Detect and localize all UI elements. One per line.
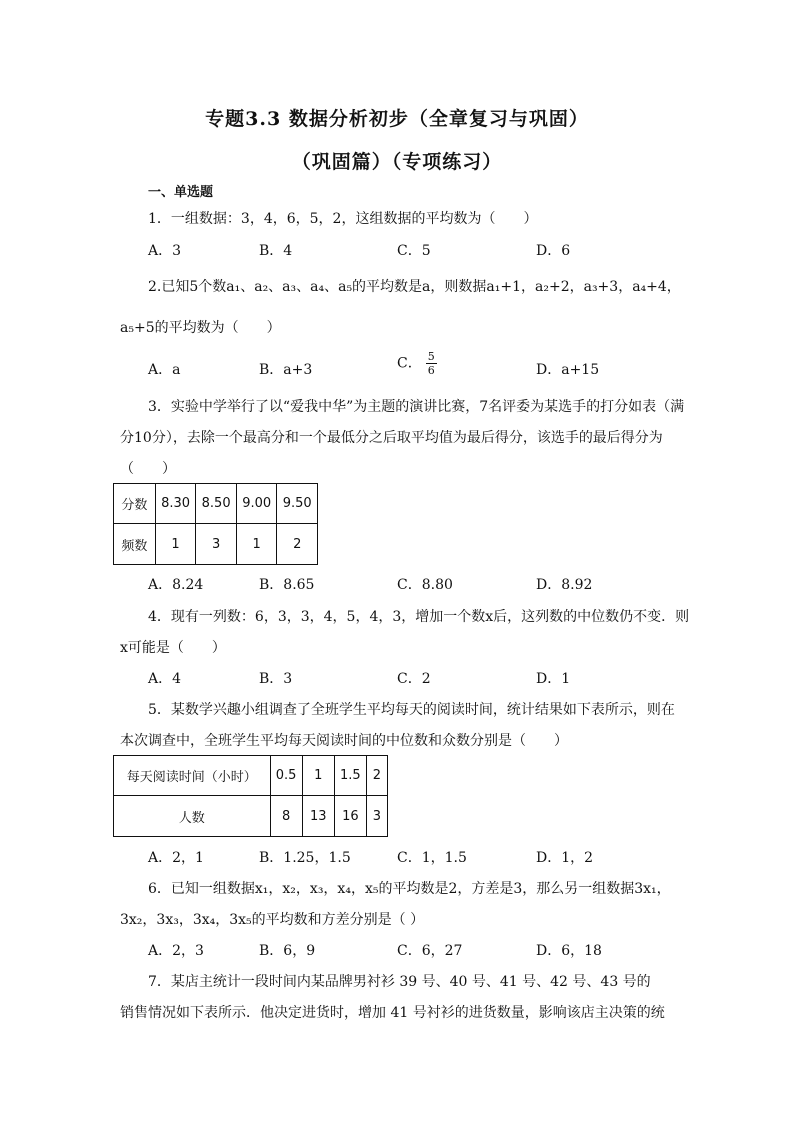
table-cell: 8.30 [155, 484, 196, 524]
q5-reading-table [113, 755, 388, 837]
fraction-denominator: 6 [427, 364, 435, 377]
q2-stem-line1: 2.已知5个数a₁、a₂、a₃、a₄、a₅的平均数是a，则数据a₁+1，a₂+2，a₃+3，a₄+4， [148, 279, 681, 295]
table-cell: 0.5 [270, 756, 302, 796]
q6-stem-line1: 6．已知一组数据x₁，x₂，x₃，x₄，x₅的平均数是2，方差是3，那么另一组数据3x₁， [148, 881, 671, 897]
q6-option-a: A．2，3 [148, 943, 204, 959]
table-cell: 1 [302, 756, 334, 796]
q3-stem-line1: 3．实验中学举行了以“爱我中华”为主题的演讲比赛，7名评委为某选手的打分如表（满 [148, 399, 685, 415]
table-row [114, 756, 388, 796]
q4-stem-line2: x可能是（ ） [120, 640, 226, 656]
q4-option-a: A．4 [148, 671, 182, 687]
q5-option-b: B．1.25，1.5 [259, 850, 351, 866]
q4-option-b: B．3 [259, 671, 293, 687]
table-cell: 2 [277, 524, 318, 565]
q2-option-a: A．a [148, 362, 181, 378]
q2-option-c-label: C． [397, 355, 422, 372]
q7-stem-line2: 销售情况如下表所示．他决定进货时，增加 41 号衬衫的进货数量，影响该店主决策的统 [120, 1005, 665, 1021]
table-cell: 1.5 [334, 756, 366, 796]
q7-stem-line1: 7．某店主统计一段时间内某品牌男衬衫 39 号、40 号、41 号、42 号、43 号的 [148, 974, 651, 990]
q4-stem-line1: 4．现有一列数：6，3，3，4，5，4，3，增加一个数x后，这列数的中位数仍不变．则 [148, 609, 690, 625]
table-row [114, 796, 388, 837]
table-row [114, 524, 318, 565]
table-cell: 8 [270, 796, 302, 837]
q2-option-c [397, 350, 437, 377]
q5-stem-line2: 本次调查中，全班学生平均每天阅读时间的中位数和众数分别是（ ） [120, 733, 568, 749]
q1-option-b: B．4 [259, 243, 293, 259]
page-title: 专题3.3 数据分析初步（全章复习与巩固） [205, 108, 589, 130]
q3-option-b: B．8.65 [259, 577, 315, 593]
q3-option-d: D．8.92 [536, 577, 593, 593]
table-cell: 频数 [114, 524, 156, 565]
q3-stem-line2: 分10分），去除一个最高分和一个最低分之后取平均值为最后得分，该选手的最后得分为 [120, 430, 663, 446]
table-cell: 16 [334, 796, 366, 837]
table-cell: 9.50 [277, 484, 318, 524]
q4-option-c: C．2 [397, 671, 431, 687]
q6-option-d: D．6，18 [536, 943, 602, 959]
q5-stem-line1: 5．某数学兴趣小组调查了全班学生平均每天的阅读时间，统计结果如下表所示，则在 [148, 702, 675, 718]
q2-option-d: D．a+15 [536, 362, 600, 378]
q6-stem-line2: 3x₂，3x₃，3x₄，3x₅的平均数和方差分别是（ ） [120, 912, 425, 928]
table-cell: 人数 [114, 796, 271, 837]
q1-stem: 1．一组数据：3，4，6，5，2，这组数据的平均数为（ ） [148, 211, 538, 227]
table-cell: 每天阅读时间（小时） [114, 756, 271, 796]
page-subtitle: （巩固篇）（专项练习） [291, 151, 503, 173]
table-cell: 3 [196, 524, 237, 565]
table-cell: 13 [302, 796, 334, 837]
q6-option-c: C．6，27 [397, 943, 463, 959]
fraction-numerator: 5 [427, 350, 435, 363]
table-cell: 1 [236, 524, 277, 565]
q2-stem-line2: a₅+5的平均数为（ ） [120, 320, 281, 336]
q5-option-d: D．1，2 [536, 850, 594, 866]
q1-option-a: A．3 [148, 243, 182, 259]
table-cell: 1 [155, 524, 196, 565]
table-cell: 8.50 [196, 484, 237, 524]
q4-option-d: D．1 [536, 671, 571, 687]
section-heading: 一、单选题 [148, 185, 214, 200]
q5-option-a: A．2，1 [148, 850, 204, 866]
q1-option-d: D．6 [536, 243, 571, 259]
table-cell: 分数 [114, 484, 156, 524]
q3-stem-line3: （ ） [120, 461, 176, 477]
table-row [114, 484, 318, 524]
q6-option-b: B．6，9 [259, 943, 316, 959]
fraction [426, 350, 437, 377]
q1-option-c: C．5 [397, 243, 431, 259]
q5-option-c: C．1，1.5 [397, 850, 467, 866]
table-cell: 2 [366, 756, 387, 796]
q3-option-c: C．8.80 [397, 577, 453, 593]
table-cell: 3 [366, 796, 387, 837]
q3-option-a: A．8.24 [148, 577, 204, 593]
q3-score-table [113, 483, 318, 565]
q2-option-b: B．a+3 [259, 362, 313, 378]
table-cell: 9.00 [236, 484, 277, 524]
